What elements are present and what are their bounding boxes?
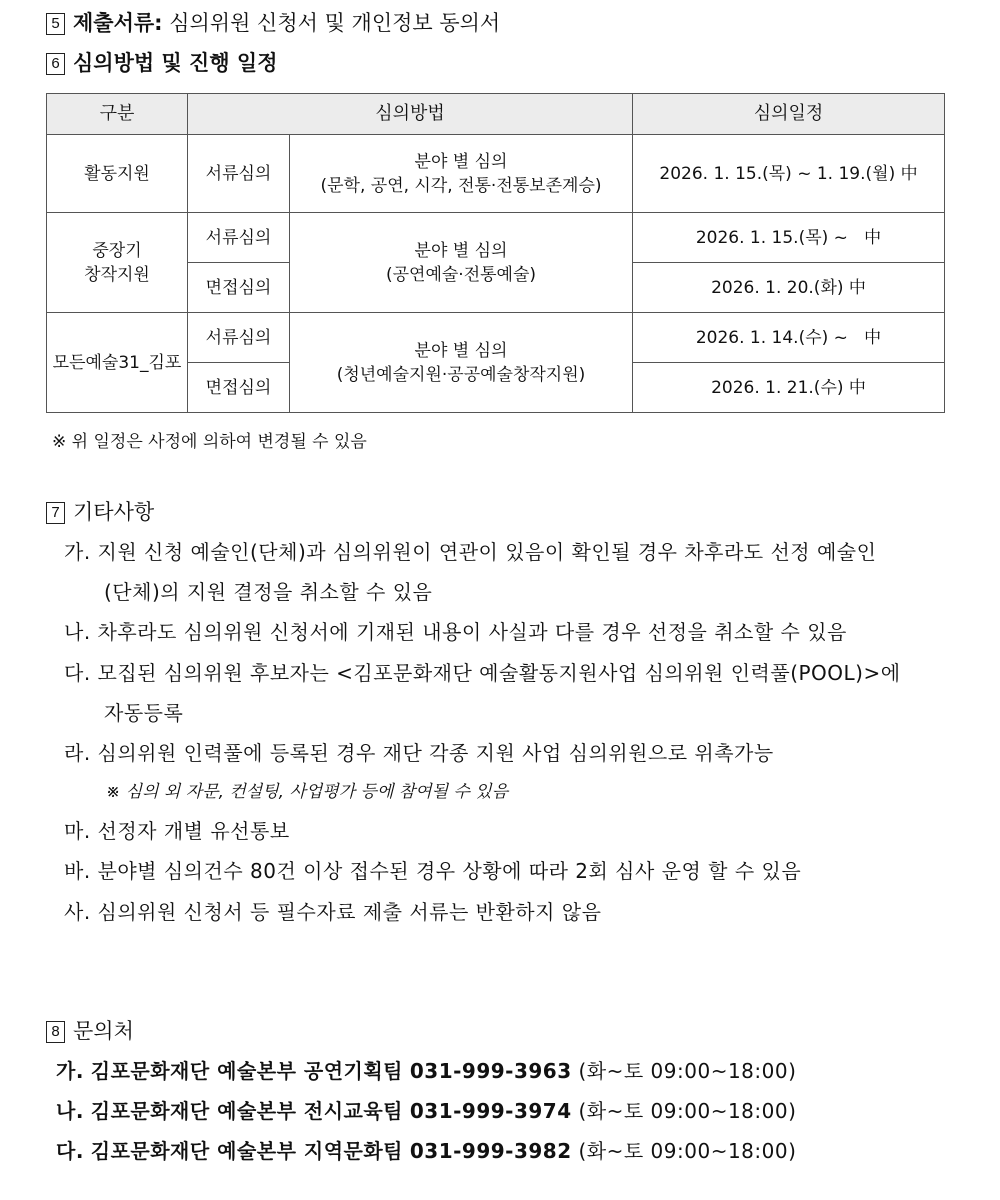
contact-label: 나. — [56, 1099, 84, 1123]
row-method: 면접심의 — [188, 263, 290, 313]
item-text: 모집된 심의위원 후보자는 <김포문화재단 예술활동지원사업 심의위원 인력풀(POOL)>에 — [97, 661, 901, 685]
list-item — [64, 617, 847, 647]
contact-phone[interactable]: 031-999-3974 — [409, 1099, 572, 1123]
contact-org: 김포문화재단 예술본부 전시교육팀 — [90, 1099, 404, 1123]
item-label: 나. — [64, 620, 91, 644]
contact-item — [56, 1056, 796, 1086]
contact-item — [56, 1096, 796, 1126]
section-6-title: 심의방법 및 진행 일정 — [73, 51, 278, 75]
item-label: 가. — [64, 540, 91, 564]
list-item — [64, 658, 901, 688]
section-5-title-bold: 제출서류: — [73, 11, 163, 35]
row-detail — [290, 313, 633, 413]
table-row — [47, 135, 945, 213]
item-text: 차후라도 심의위원 신청서에 기재된 내용이 사실과 다를 경우 선정을 취소할 수 있음 — [97, 620, 847, 644]
detail-line-2: (공연예술·전통예술) — [385, 264, 537, 285]
section-6-heading — [46, 48, 278, 78]
contact-item — [56, 1136, 796, 1166]
list-item-subnote: ※ 심의 외 자문, 컨설팅, 사업평가 등에 참여될 수 있음 — [106, 782, 509, 802]
detail-line-1: 분야 별 심의 — [414, 340, 508, 361]
row-schedule: 2026. 1. 14.(수) ~ 中 — [633, 313, 945, 363]
list-item — [64, 738, 774, 768]
item-text: 선정자 개별 유선통보 — [97, 819, 290, 843]
section-8-heading — [46, 1016, 134, 1046]
item-label: 라. — [64, 741, 91, 765]
contact-org: 김포문화재단 예술본부 지역문화팀 — [90, 1139, 404, 1163]
detail-line-1: 분야 별 심의 — [414, 151, 508, 172]
detail-line-2: (청년예술지원·공공예술창작지원) — [336, 364, 586, 385]
contact-phone[interactable]: 031-999-3982 — [409, 1139, 572, 1163]
item-text: 심의위원 인력풀에 등록된 경우 재단 각종 지원 사업 심의위원으로 위촉가능 — [97, 741, 774, 765]
row-method: 서류심의 — [188, 313, 290, 363]
list-item — [64, 856, 801, 886]
row-detail — [290, 213, 633, 313]
row-schedule: 2026. 1. 15.(목) ~ 中 — [633, 213, 945, 263]
schedule-note: ※ 위 일정은 사정에 의하여 변경될 수 있음 — [52, 432, 367, 452]
list-item — [64, 816, 290, 846]
row-schedule: 2026. 1. 15.(목) ~ 1. 19.(월) 中 — [633, 135, 945, 213]
row-detail — [290, 135, 633, 213]
contact-hours: (화~토 09:00~18:00) — [578, 1099, 797, 1123]
section-number-box: 5 — [46, 13, 65, 35]
detail-line-1: 분야 별 심의 — [414, 240, 508, 261]
table-header-row — [47, 94, 945, 135]
row-category: 모든예술31_김포 — [47, 313, 188, 413]
section-7-title: 기타사항 — [73, 500, 155, 524]
schedule-table — [46, 93, 945, 413]
item-text: 심의위원 신청서 등 필수자료 제출 서류는 반환하지 않음 — [97, 900, 602, 924]
list-item-continuation: (단체)의 지원 결정을 취소할 수 있음 — [104, 580, 433, 604]
contact-label: 가. — [56, 1059, 84, 1083]
header-schedule: 심의일정 — [633, 94, 945, 135]
row-category — [47, 213, 188, 313]
list-item — [64, 897, 601, 927]
section-number-box: 7 — [46, 502, 65, 524]
contact-hours: (화~토 09:00~18:00) — [578, 1059, 797, 1083]
header-method: 심의방법 — [188, 94, 633, 135]
detail-line-2: (문학, 공연, 시각, 전통·전통보존계승) — [320, 175, 602, 196]
item-label: 마. — [64, 819, 91, 843]
section-5-title-rest: 심의위원 신청서 및 개인정보 동의서 — [162, 11, 501, 35]
row-category: 활동지원 — [47, 135, 188, 213]
category-line-2: 창작지원 — [84, 264, 150, 285]
section-number-box: 8 — [46, 1021, 65, 1043]
row-schedule: 2026. 1. 21.(수) 中 — [633, 363, 945, 413]
item-text: 분야별 심의건수 80건 이상 접수된 경우 상황에 따라 2회 심사 운영 할 수 있음 — [97, 859, 802, 883]
contact-label: 다. — [56, 1139, 84, 1163]
contact-org: 김포문화재단 예술본부 공연기획팀 — [90, 1059, 404, 1083]
item-text: 지원 신청 예술인(단체)과 심의위원이 연관이 있음이 확인될 경우 차후라도 선정 예술인 — [97, 540, 877, 564]
table-row — [47, 313, 945, 363]
row-method: 서류심의 — [188, 135, 290, 213]
row-schedule: 2026. 1. 20.(화) 中 — [633, 263, 945, 313]
section-number-box: 6 — [46, 53, 65, 75]
table-row — [47, 213, 945, 263]
contact-hours: (화~토 09:00~18:00) — [578, 1139, 797, 1163]
section-7-heading — [46, 497, 154, 527]
contact-phone[interactable]: 031-999-3963 — [409, 1059, 572, 1083]
list-item — [64, 537, 876, 567]
list-item-continuation: 자동등록 — [104, 701, 184, 725]
item-label: 사. — [64, 900, 91, 924]
row-method: 면접심의 — [188, 363, 290, 413]
section-5-heading — [46, 8, 500, 38]
header-category: 구분 — [47, 94, 188, 135]
item-label: 다. — [64, 661, 91, 685]
section-8-title: 문의처 — [73, 1019, 134, 1043]
row-method: 서류심의 — [188, 213, 290, 263]
item-label: 바. — [64, 859, 91, 883]
category-line-1: 중장기 — [92, 240, 142, 261]
